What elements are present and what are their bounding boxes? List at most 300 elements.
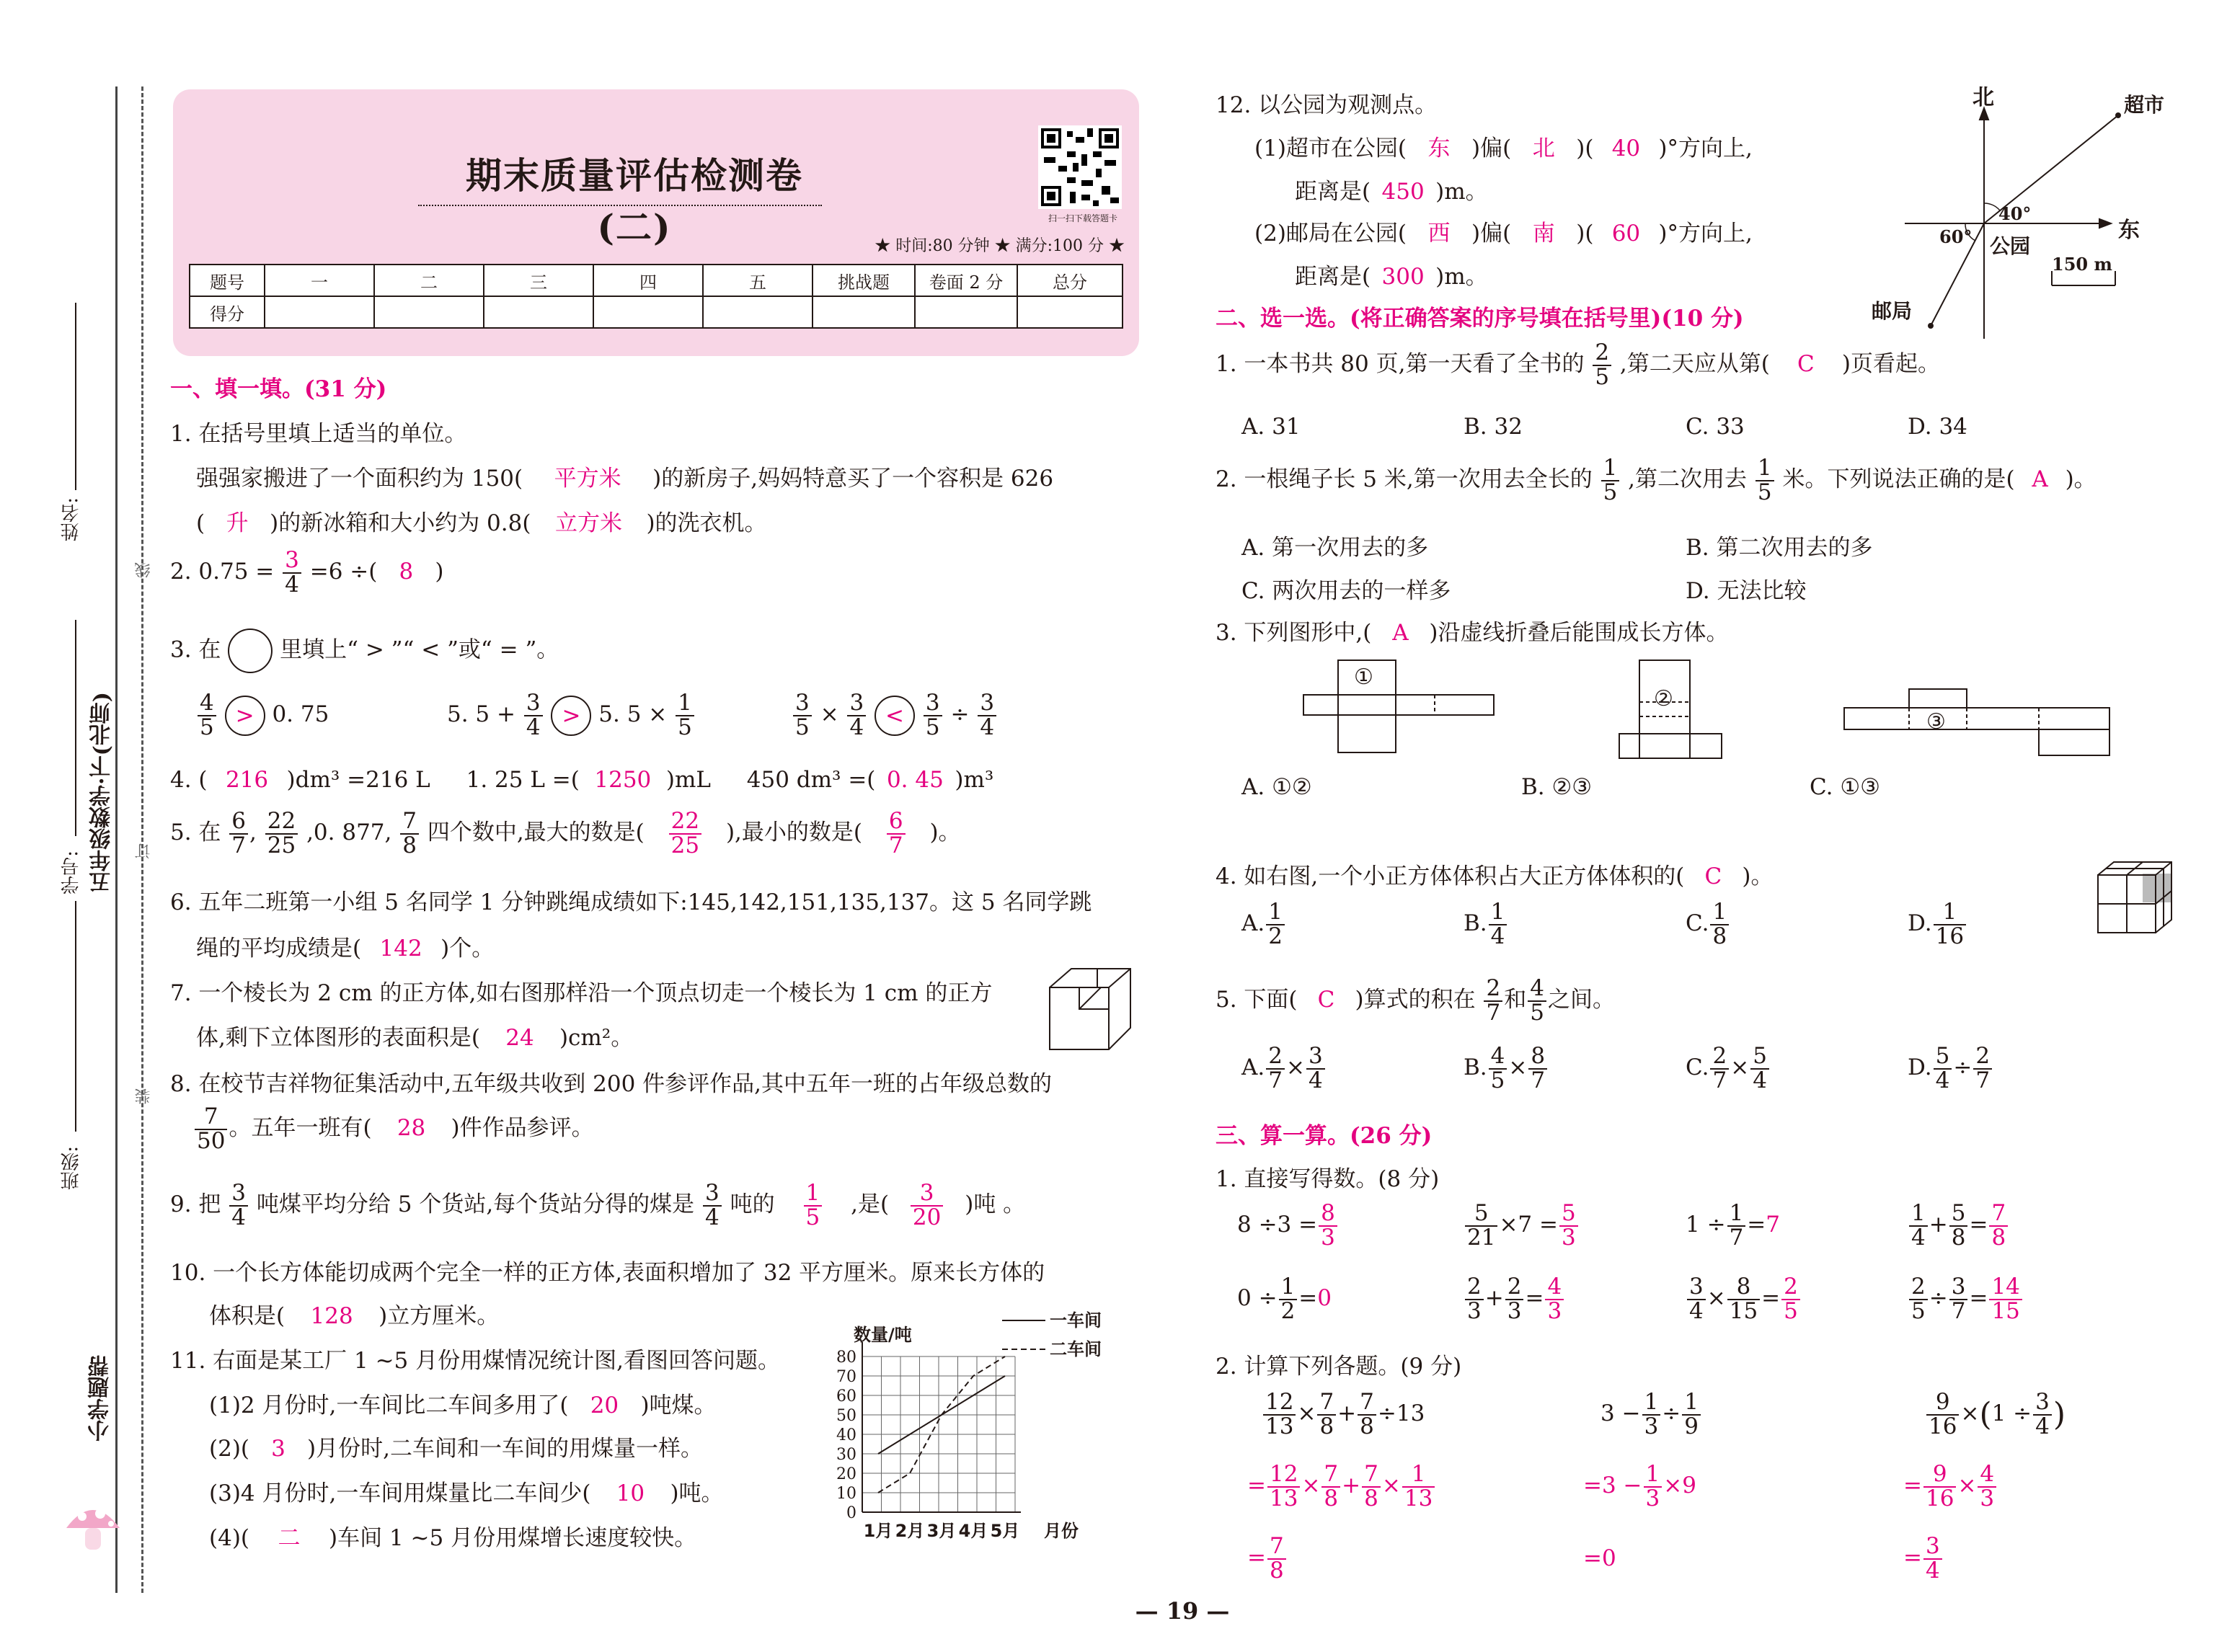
map-angle-40: 40° [1998,203,2032,224]
text: )。 [2065,466,2097,493]
text: 7 [1531,1067,1546,1093]
legend-label: 一车间 [1050,1310,1102,1331]
answer-fraction[interactable] [887,810,906,857]
fraction [1489,901,1507,948]
expr-2-step[interactable] [1583,1463,1696,1510]
text: 4 [231,1204,247,1230]
net-label: ③ [1926,709,1946,734]
text: 7 [888,832,903,858]
text: 8 [1528,1045,1547,1070]
q11-part2 [209,1430,703,1462]
expr-1-result[interactable] [1247,1535,1288,1582]
text: 吨的 [730,1191,775,1218]
calc-item [1686,1276,1802,1323]
text: 3 [1321,1224,1335,1251]
compare-answer[interactable]: > [225,696,265,736]
fraction [1601,457,1620,504]
fraction [1644,1463,1662,1510]
score-cell[interactable] [1017,296,1123,328]
answer-fraction[interactable] [804,1182,823,1229]
text: 4 [1911,1224,1926,1251]
text: (4)( [209,1525,250,1551]
fraction [1321,1463,1340,1510]
text: (3)4 月份时,一车间用煤量比二车间少( [209,1480,591,1506]
fraction [1306,1045,1325,1092]
score-cell[interactable] [703,296,813,328]
fraction [1267,1463,1300,1510]
option[interactable]: C. 33 [1686,414,1745,440]
id-blank[interactable] [75,620,76,836]
text: 1 [1642,1391,1661,1416]
answer[interactable]: 二 [278,1525,301,1551]
y-tick-label: 30 [836,1446,856,1464]
fraction [1934,901,1966,948]
option[interactable]: A. 第一次用去的多 [1241,535,1429,561]
fraction [1317,1391,1336,1438]
answer[interactable]: 1250 [594,767,652,793]
answer-fraction[interactable] [1545,1276,1564,1323]
text: × [1706,1285,1726,1312]
text: 4 [1490,923,1505,949]
text: ÷ [1662,1400,1681,1427]
score-cell[interactable] [593,296,703,328]
text: 8 ÷3 = [1237,1212,1318,1238]
option[interactable] [1464,901,1508,948]
text: = [1247,1545,1266,1571]
text: × [1297,1400,1316,1427]
option[interactable] [1686,1045,1771,1092]
text: 3 [524,692,543,716]
q11-part3 [209,1475,724,1507]
y-tick-label: 60 [836,1387,856,1405]
answer-fraction[interactable] [911,1182,943,1229]
text: 4 [1489,1045,1507,1070]
text: 7 [1358,1391,1376,1416]
text: =3 − [1583,1473,1642,1499]
expr-3 [1925,1391,2066,1438]
text: 5 [1490,1067,1505,1093]
fraction [793,692,812,739]
option[interactable]: D. 无法比较 [1686,578,1807,604]
answer[interactable]: 南 [1532,221,1555,247]
y-tick-label: 80 [836,1349,856,1367]
text: 2 [1710,1045,1729,1070]
expr-3-result[interactable] [1903,1535,1944,1582]
text: 4 [705,1204,720,1230]
option[interactable]: C. 两次用去的一样多 [1241,578,1451,604]
answer-fraction[interactable] [669,810,701,857]
text: 1 [1727,1202,1746,1227]
answer[interactable]: 升 [226,510,249,536]
text: 4 [1925,1557,1940,1584]
option[interactable]: A. 31 [1241,414,1301,440]
expr-1-step[interactable] [1247,1463,1436,1510]
text: = [1747,1212,1766,1238]
fraction [1687,1276,1706,1323]
text: = [1903,1473,1922,1499]
fraction [1926,1391,1959,1438]
answer[interactable]: 3 [283,549,301,574]
fraction [1727,1276,1760,1323]
text: 4 [2035,1413,2050,1439]
fraction [978,692,996,739]
text: )件作品参评。 [451,1115,594,1142]
text: 5 [1784,1297,1798,1324]
text: )吨 。 [965,1191,1026,1218]
score-header-row [190,265,1123,296]
fraction [1909,1276,1928,1323]
q12-stem: 12. 以公园为观测点。 [1216,92,1438,118]
text: + [1929,1212,1948,1238]
answer[interactable]: 450 [1381,179,1425,205]
option[interactable] [1241,901,1286,948]
direction-map [1872,79,2192,346]
text: 8 [1712,923,1727,949]
text: 1 [804,1182,823,1207]
q4 [170,767,993,793]
text: )月份时,二车间和一车间的用煤量一样。 [307,1436,703,1462]
text: 4. 如右图,一个小正方体体积占大正方体体积的( [1216,863,1685,889]
map-park: 公园 [1990,234,2031,258]
text: = [1969,1285,1988,1312]
y-tick-label: 50 [836,1407,856,1425]
map-angle-60: 60° [1939,226,1973,247]
text: 14 [1989,1276,2022,1300]
text: 7 [1729,1224,1744,1251]
text: 4 [526,714,541,740]
map-post: 邮局 [1872,299,1913,323]
answer[interactable]: 40 [1611,136,1641,161]
score-col: 二 [374,265,484,296]
text: 7 [1975,1067,1991,1093]
text: 3 [978,692,996,716]
text: 1 [1710,901,1729,925]
text: 体,剩下立体图形的表面积是( [196,1025,480,1051]
x-tick-label: 4月 [958,1521,988,1541]
text: 13 [1265,1413,1294,1439]
q12-part1-distance [1295,173,1488,205]
text: = [1969,1212,1988,1238]
text: 7 [195,1106,227,1130]
text: )沿虚线折叠后能围成长方体。 [1429,620,1729,646]
text: 4 [1978,1463,1996,1488]
score-cell[interactable] [265,296,374,328]
text: 4 [1308,1067,1323,1093]
text: 8 [1727,1276,1760,1300]
y-tick-label: 0 [846,1504,856,1522]
text: )吨。 [670,1480,724,1506]
name-label: 姓名: [61,497,82,541]
id-label: 学号: [61,851,82,894]
answer[interactable]: 平方米 [554,466,621,492]
text: 5 [805,1204,820,1230]
answer-fraction[interactable] [1319,1202,1337,1249]
q8-line2 [193,1103,594,1154]
q5 [170,810,961,857]
cut-line [141,86,143,1593]
answer-fraction[interactable] [1989,1202,2008,1249]
text: 1 [1279,1276,1298,1300]
compare-answer[interactable]: < [875,696,915,736]
text: 3. 下列图形中,( [1216,620,1372,646]
option[interactable] [1686,901,1730,948]
score-cell[interactable] [915,296,1017,328]
answer[interactable]: 北 [1532,136,1555,161]
text: 2 [1484,977,1502,1002]
x-tick-label: 1月 [863,1521,893,1541]
answer[interactable]: 8 [399,559,414,585]
fraction [1642,1391,1661,1438]
score-cell[interactable] [813,296,915,328]
fraction [229,810,248,857]
expr-1 [1262,1391,1425,1438]
coal-usage-chart [815,1303,1139,1541]
text: 3 [1923,1535,1942,1560]
text: 1 [1402,1463,1435,1488]
answer[interactable]: 216 [225,767,269,793]
mc-q2 [1216,457,2097,504]
q10-line2 [209,1297,499,1330]
answer[interactable]: 7 [1766,1212,1781,1238]
text: 2 [1909,1276,1928,1300]
option[interactable] [1908,901,1967,948]
name-blank[interactable] [75,303,76,490]
text: 8 [1319,1202,1337,1227]
compare-answer[interactable]: > [551,696,591,736]
text: 5. 下面( [1216,987,1298,1013]
answer-fraction[interactable] [1989,1276,2022,1323]
fraction [1923,1463,1956,1510]
y-tick-label: 40 [836,1426,856,1444]
q11-part1 [209,1387,717,1419]
text: × [1508,1054,1528,1081]
text: 7 [1989,1202,2008,1227]
q10-line1: 10. 一个长方体能切成两个完全一样的正方体,表面积增加了 32 平方厘米。原来长方体的 [170,1260,1045,1286]
text: (1)超市在公园( [1254,136,1407,161]
calc-item [1237,1202,1339,1249]
answer[interactable]: A [2032,466,2048,493]
text: 7 [1268,1067,1283,1093]
calc-q1-stem: 1. 直接写得数。(8 分) [1216,1166,1440,1192]
answer[interactable]: 28 [397,1115,426,1142]
option[interactable]: C. ①③ [1810,774,1880,800]
x-tick-label: 5月 [990,1521,1020,1541]
mushroom-logo [61,1492,125,1563]
text: 4 [1753,1067,1767,1093]
answer[interactable]: 3 [271,1436,285,1462]
text: )m。 [1435,179,1488,205]
mc-q4 [1216,858,1774,890]
title-rule [418,205,822,206]
expr-2-result[interactable]: =0 [1583,1545,1616,1571]
score-row [190,296,1123,328]
text: ),最小的数是( [725,820,862,846]
answer[interactable]: 24 [505,1025,534,1051]
text: 50 [197,1127,226,1154]
text: )立方厘米。 [378,1303,500,1329]
option[interactable]: B. ②③ [1521,774,1593,800]
option[interactable] [1241,1045,1327,1092]
text: 2 [1505,1276,1524,1300]
text: )mL [665,767,711,793]
text: ,第二次用去 [1628,466,1748,493]
answer[interactable]: A [1392,620,1409,646]
text: )°方向上, [1658,136,1753,161]
answer[interactable]: 20 [590,1393,619,1418]
text: 4 [1528,977,1546,1002]
text: 12 [1267,1463,1300,1488]
text: )( [1576,136,1594,161]
answer[interactable]: 东 [1427,136,1451,161]
text: 5 [1934,1045,1952,1070]
fraction [1266,901,1285,948]
answer[interactable]: C [1317,987,1335,1013]
text: 13 [1269,1485,1298,1511]
fraction [2033,1391,2052,1438]
text: 1 [1909,1202,1928,1227]
class-label: 班级: [61,1146,82,1190]
score-col: 四 [593,265,703,296]
text: )°方向上, [1658,221,1753,247]
text: 1 [1601,457,1620,481]
text: C. [1686,910,1709,937]
fraction [283,549,301,596]
text: )的新冰箱和大小约为 0.8( [270,510,531,536]
text: A. [1241,910,1265,937]
text: B. [1464,1054,1487,1081]
q2 [170,549,443,596]
score-col: 三 [484,265,593,296]
text: × [1285,1054,1305,1081]
text: 距离是( [1295,179,1371,205]
mc-q3 [1216,614,1728,647]
answer[interactable]: 128 [310,1303,353,1329]
net-figure-2 [1618,659,1726,765]
section-3-title: 三、算一算。(26 分) [1216,1123,1433,1149]
text: 25 [267,832,296,858]
text: 4 [1545,1276,1564,1300]
text: )m³ [955,767,994,793]
answer[interactable]: 10 [616,1480,645,1506]
answer[interactable]: 立方米 [554,510,622,536]
text: 7 [1712,1067,1727,1093]
text: 2 [1266,1045,1285,1070]
text: 15 [1991,1297,2020,1324]
text: 1 [1644,1463,1662,1488]
option[interactable] [1464,1045,1549,1092]
text: 3 [1507,1297,1522,1324]
answer-fraction[interactable] [1781,1276,1800,1323]
answer[interactable]: 西 [1427,221,1451,247]
text: 1. 25 L =( [466,767,580,793]
text: 5 [1911,1297,1926,1324]
text: 2. 0.75 = [170,559,275,585]
text: 5 [1949,1202,1968,1227]
fraction [1756,457,1774,504]
answer[interactable]: 142 [379,936,422,962]
text: + [1337,1400,1357,1427]
expr-3-step[interactable] [1903,1463,1998,1510]
text: 4 [1935,1067,1950,1093]
text: = [1298,1285,1318,1312]
option[interactable]: B. 32 [1464,414,1523,440]
page-number: — 19 — [1135,1597,1230,1625]
text: 5 [1530,999,1544,1026]
section-2-title: 二、选一选。(将正确答案的序号填在括号里)(10 分) [1216,306,1744,332]
option[interactable]: D. 34 [1908,414,1967,440]
text: 8 [1319,1413,1334,1439]
calc-item [1908,1276,2024,1323]
text: 1 ÷ [1686,1212,1726,1238]
text: , [249,820,257,846]
cut-mark-2: 订 [135,843,153,859]
series-line-2 [878,1356,1005,1493]
text: )cm²。 [559,1025,634,1051]
answer[interactable]: 300 [1381,264,1425,290]
text: × [1730,1054,1750,1081]
text: 之间。 [1547,987,1615,1013]
q1-line1 [196,460,1053,492]
score-cell[interactable] [374,296,484,328]
option[interactable] [1908,1045,1993,1092]
option[interactable]: A. ①② [1241,774,1312,800]
text: ,第二天应从第( [1619,351,1770,378]
fraction [1682,1391,1701,1438]
text: 3 − [1600,1400,1641,1427]
text: )车间 1 ~5 月份用煤增长速度较快。 [329,1525,697,1551]
answer[interactable]: 0 [1317,1285,1332,1312]
text: 1 [1934,901,1966,925]
text: ( [196,510,205,536]
text: )的新房子,妈妈特意买了一个容积是 626 [652,466,1054,492]
qr-code[interactable] [1038,125,1122,209]
answer[interactable]: 0. 45 [886,767,944,793]
text: 22 [265,810,298,835]
text: 9 [1926,1391,1959,1416]
answer[interactable]: C [1797,351,1815,378]
score-cell[interactable] [484,296,593,328]
answer-fraction[interactable] [1559,1202,1578,1249]
option[interactable]: B. 第二次用去的多 [1686,535,1873,561]
fraction [1267,1535,1286,1582]
text: 9 [1684,1413,1699,1439]
text: 3 [793,692,812,716]
text: 5 [200,714,214,740]
text: =6 ÷( [309,559,378,585]
fraction [229,1182,248,1229]
fraction [265,810,298,857]
answer[interactable]: 60 [1611,221,1641,247]
text: 2 [1465,1276,1484,1300]
text: 3 [1949,1276,1968,1300]
fraction [1505,1276,1524,1323]
map-east: 东 [2118,218,2140,243]
text: 5. 5 + [447,701,515,728]
text: 吨煤平均分给 5 个货站,每个货站分得的煤是 [256,1191,695,1218]
score-col: 卷面 2 分 [915,265,1017,296]
answer[interactable]: C [1704,863,1722,889]
fraction [1973,1045,1992,1092]
text: 6 [229,810,248,835]
q3-stem [170,629,559,673]
fraction [1949,1276,1968,1323]
fraction [1528,1045,1547,1092]
text: )页看起。 [1841,351,1940,378]
class-blank[interactable] [75,901,76,1132]
calc-item [1686,1202,1780,1249]
text: 3 [1687,1276,1706,1300]
q11-part4 [209,1519,696,1552]
